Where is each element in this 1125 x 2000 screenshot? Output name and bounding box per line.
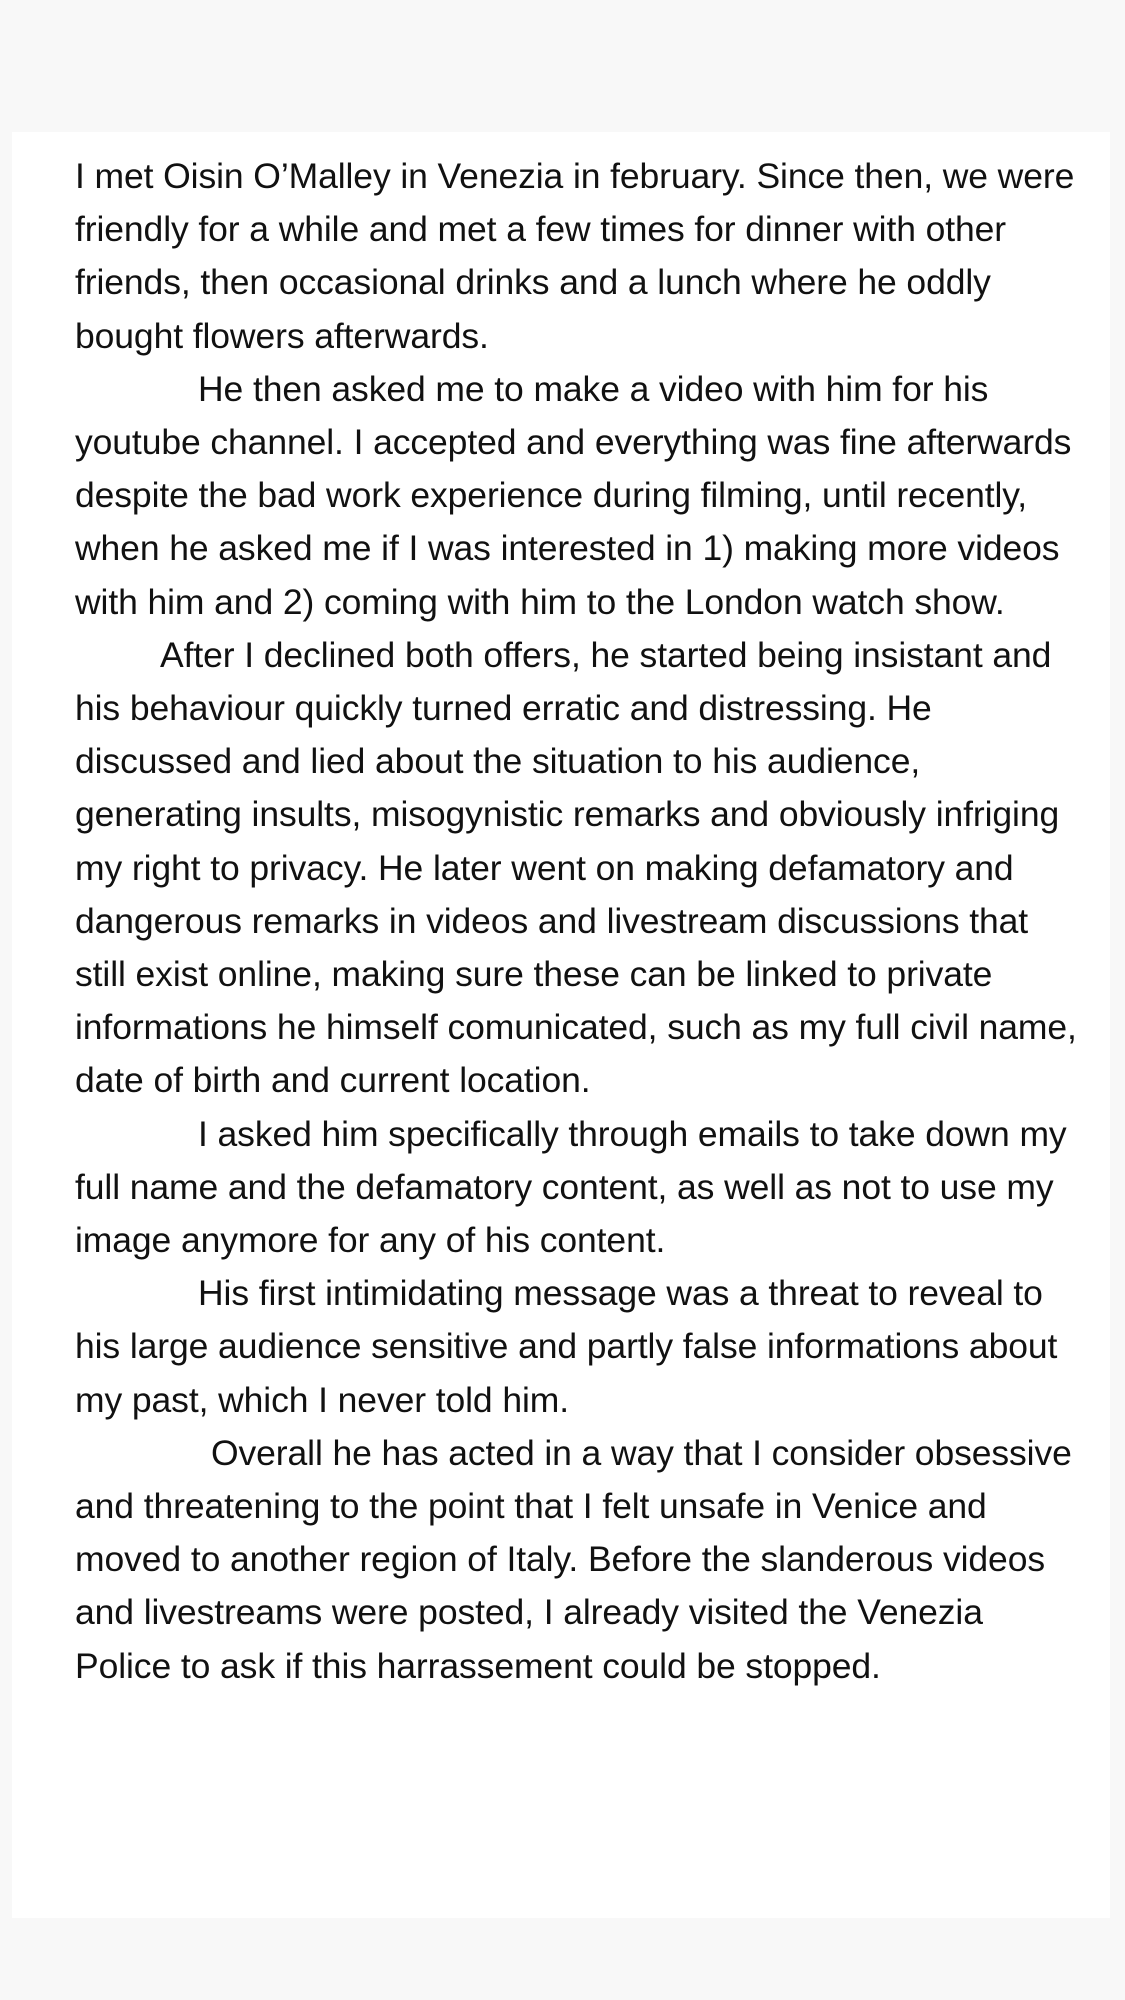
- paragraph-3: After I declined both offers, he started being insistant and his behaviour quickly turned erratic and distressing. He discussed and lied about the situation to his audience, generating insults, misogynistic remarks and obviously infriging my right to privacy. He later went on making defamatory and dangerous remarks in videos and livestream discussions that still exist online, making sure these can be linked to private informations he himself comunicated, such as my full civil name, date of birth and current location.: [75, 634, 1077, 1101]
- paragraph-4: I asked him specifically through emails to take down my full name and the defamatory content, as well as not to use my image anymore for any of his content.: [75, 1113, 1067, 1261]
- document-page: [12, 132, 1110, 1918]
- paragraph-6: Overall he has acted in a way that I consider obsessive and threatening to the point that I felt unsafe in Venice and moved to another region of Italy. Before the slanderous videos and livestreams were posted, I already visited the Venezia Police to ask if this harrassement could be stopped.: [75, 1432, 1072, 1686]
- paragraph-1: I met Oisin O’Malley in Venezia in february. Since then, we were friendly for a while and met a few times for dinner with other friends, then occasional drinks and a lunch where he oddly bought flowers afterwards.: [75, 156, 1075, 356]
- statement-text: [75, 150, 1085, 1693]
- paragraph-2: He then asked me to make a video with him for his youtube channel. I accepted and everything was fine afterwards despite the bad work experience during filming, until recently, when he asked me if I was interested in 1) making more videos with him and 2) coming with him to the London watch show.: [75, 368, 1072, 622]
- paragraph-5: His first intimidating message was a threat to reveal to his large audience sensitive and partly false informations about my past, which I never told him.: [75, 1273, 1058, 1420]
